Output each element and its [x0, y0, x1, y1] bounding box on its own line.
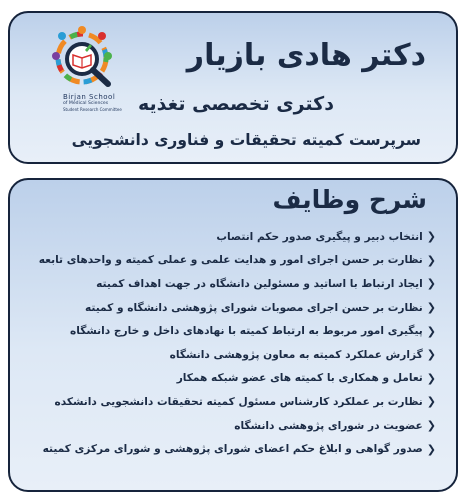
- chevron-left-icon: ❮: [426, 371, 436, 385]
- list-item: [26, 319, 436, 343]
- chevron-left-icon: ❮: [426, 277, 436, 291]
- chevron-left-icon: ❮: [426, 395, 436, 409]
- list-item: [26, 272, 436, 296]
- school-logo: [32, 22, 144, 132]
- duty-text: انتخاب دبیر و پیگیری صدور حکم انتصاب: [216, 230, 423, 243]
- duty-text: پیگیری امور مربوط به ارتباط کمیته با نهادهای داخل و خارج دانشگاه: [69, 325, 423, 338]
- chevron-left-icon: ❮: [426, 442, 436, 456]
- duty-text: صدور گواهی و ابلاغ حکم اعضای شورای پژوهشی و شورای مرکزی کمیته: [42, 443, 423, 456]
- chevron-left-icon: ❮: [426, 419, 436, 433]
- chevron-left-icon: ❮: [426, 348, 436, 362]
- list-item: [26, 296, 436, 320]
- logo-school-name: Birjan School: [63, 93, 116, 101]
- logo-subtitle-line1: of Medical Sciences: [63, 101, 109, 106]
- duty-text: عضویت در شورای پژوهشی دانشگاه: [234, 419, 423, 432]
- duty-list: [26, 225, 436, 461]
- duties-title: شرح وظایف: [272, 185, 427, 214]
- chevron-left-icon: ❮: [426, 324, 436, 338]
- person-degree: دکتری تخصصی تغذیه: [137, 93, 334, 115]
- list-item: [26, 343, 436, 367]
- chevron-left-icon: ❮: [426, 253, 436, 267]
- list-item: [26, 414, 436, 438]
- duties-card: [8, 178, 458, 492]
- list-item: [26, 437, 436, 461]
- duty-text: نظارت بر عملکرد کارشناس مسئول کمیته تحقیقات دانشجویی دانشکده: [54, 395, 423, 408]
- duty-text: ایجاد ارتباط با اساتید و مسئولین دانشگاه در جهت اهداف کمیته: [96, 277, 423, 290]
- duty-text: نظارت بر حسن اجرای امور و هدایت علمی و عملی کمیته و واحدهای تابعه: [38, 254, 423, 267]
- logo-subtitle-line2: Student Research Committee: [63, 107, 122, 112]
- profile-card: [8, 11, 458, 164]
- chevron-left-icon: ❮: [426, 230, 436, 244]
- list-item: [26, 225, 436, 249]
- duty-text: گزارش عملکرد کمیته به معاون پژوهشی دانشگاه: [169, 348, 423, 361]
- list-item: [26, 367, 436, 391]
- logo-graphic-icon: [32, 22, 144, 132]
- list-item: [26, 390, 436, 414]
- list-item: [26, 249, 436, 273]
- person-name: دکتر هادی بازیار: [186, 38, 426, 73]
- duty-text: نظارت بر حسن اجرای مصوبات شورای پژوهشی دانشگاه و کمیته: [84, 301, 423, 314]
- duty-text: تعامل و همکاری با کمیته های عضو شبکه همکار: [176, 372, 423, 385]
- chevron-left-icon: ❮: [426, 301, 436, 315]
- person-position: سرپرست کمیته تحقیقات و فناوری دانشجویی: [71, 131, 421, 149]
